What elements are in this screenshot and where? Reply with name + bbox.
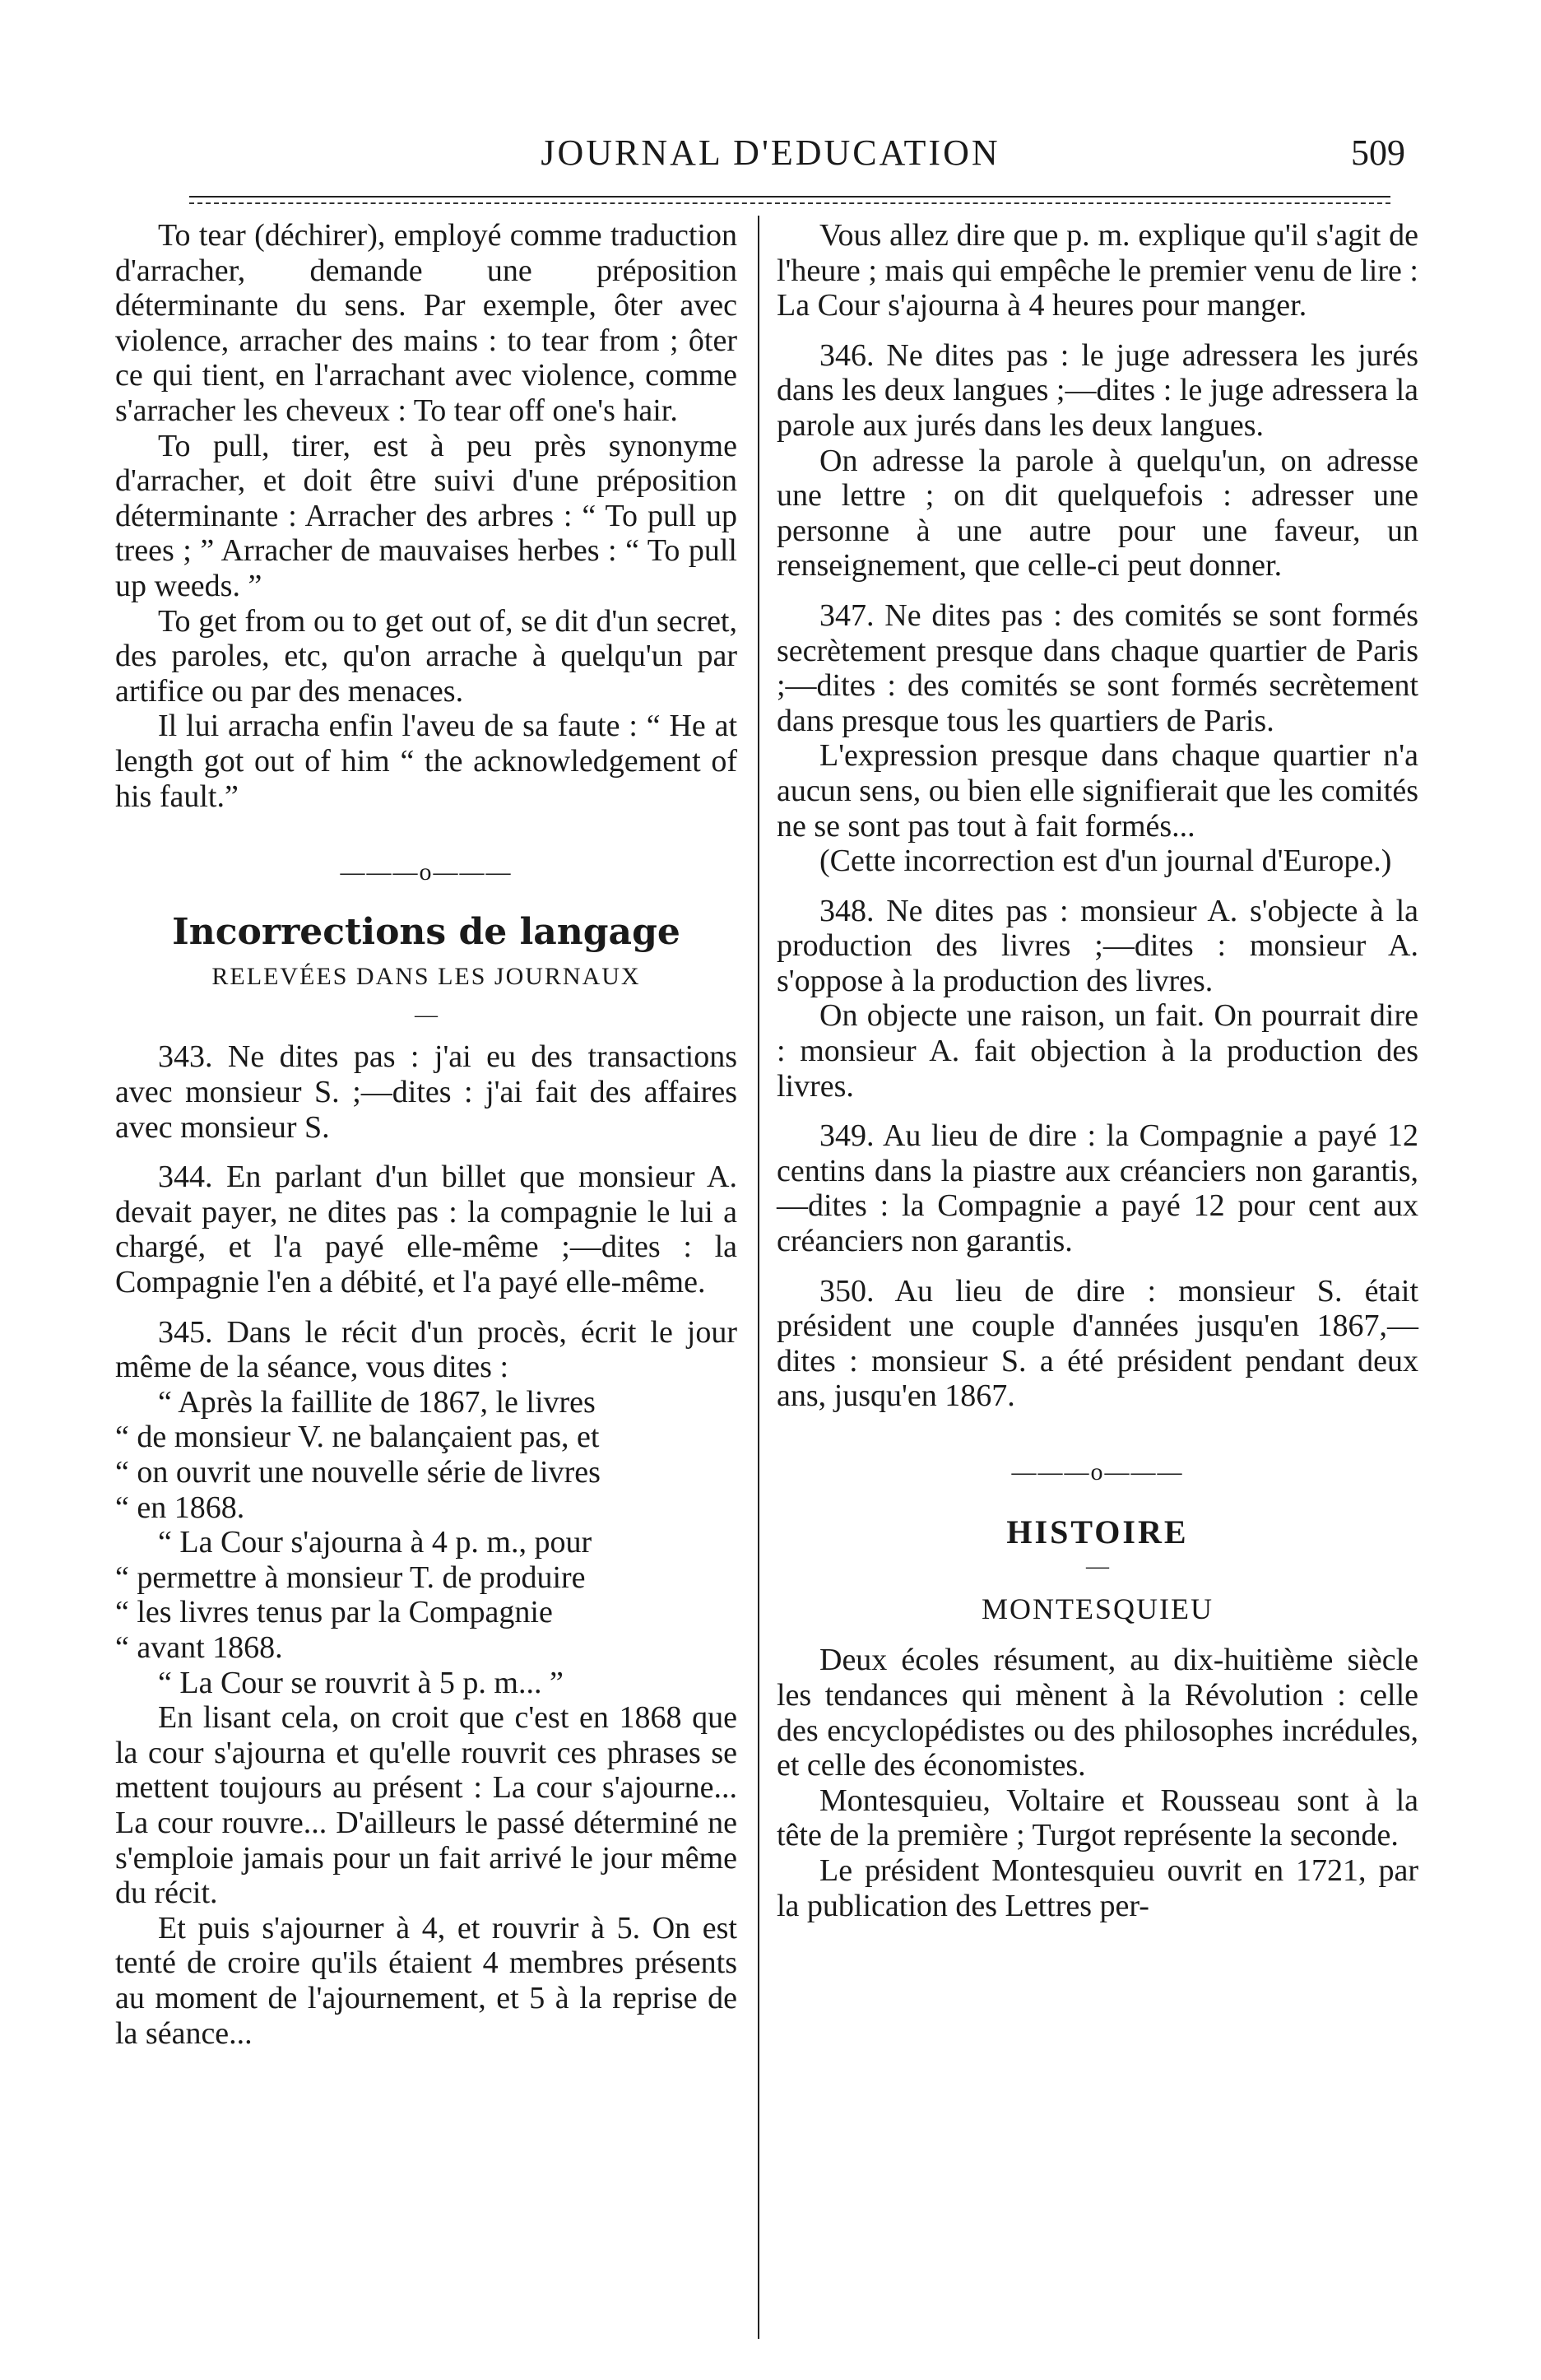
paragraph: Le président Montesquieu ouvrit en 1721, par la publication des Lettres per-	[777, 1852, 1418, 1923]
list-item: 343. Ne dites pas : j'ai eu des transactions avec monsieur S. ;—dites : j'ai fait des affaires avec monsieur S.	[115, 1039, 737, 1145]
list-item: 347. Ne dites pas : des comités se sont formés secrètement presque dans chaque quartier de Paris ;—dites : des comités se sont formés secrètement dans presque tous les quartiers de Paris.	[777, 597, 1418, 738]
paragraph: Deux écoles résument, au dix-huitième siècle les tendances qui mènent à la Révolution : celle des encyclopédistes ou des philosophes incrédules, et celle des économistes.	[777, 1643, 1418, 1783]
paragraph: To get from ou to get out of, se dit d'un secret, des paroles, etc, qu'on arrache à quelqu'un par artifice ou par des menaces.	[115, 603, 737, 709]
section-dash: —	[415, 1002, 438, 1028]
quote-line: “ les livres tenus par la Compagnie	[115, 1595, 553, 1630]
quote-line: “ en 1868.	[115, 1490, 245, 1525]
paragraph: Vous allez dire que p. m. explique qu'il s'agit de l'heure ; mais qui empêche le premier venu de lire : La Cour s'ajourna à 4 heures pour manger.	[777, 218, 1418, 323]
paragraph: On adresse la parole à quelqu'un, on adresse une lettre ; on dit quelquefois : adresser une personne à une autre pour une faveur, un renseignement, que celle-ci peut donner.	[777, 443, 1418, 583]
page-number: 509	[1351, 132, 1405, 173]
paragraph: On objecte une raison, un fait. On pourrait dire : monsieur A. fait objection à la production des livres.	[777, 998, 1418, 1104]
section-subtitle: RELEVÉES DANS LES JOURNAUX	[211, 963, 641, 991]
quote-line: “ La Cour se rouvrit à 5 p. m... ”	[158, 1665, 564, 1700]
paragraph: Il lui arracha enfin l'aveu de sa faute : “ He at length got out of him “ the acknowledgement of his fault.”	[115, 709, 737, 814]
paragraph: To tear (déchirer), employé comme traduction d'arracher, demande une préposition déterminante du sens. Par exemple, ôter avec violence, arracher des mains : to tear from ; ôter ce qui tient, en l'arrachant avec violence, comme s'arracher les cheveux : To tear off one's hair.	[115, 218, 737, 428]
separator: ———o———	[1011, 1458, 1184, 1485]
paragraph: L'expression presque dans chaque quartier n'a aucun sens, ou bien elle signifierait que les comités ne se sont pas tout à fait formés...	[777, 738, 1418, 844]
paragraph: Et puis s'ajourner à 4, et rouvrir à 5. On est tenté de croire qu'ils étaient 4 membres présents au moment de l'ajournement, et 5 à la reprise de la séance...	[115, 1910, 737, 2051]
list-item: 345. Dans le récit d'un procès, écrit le jour même de la séance, vous dites :	[115, 1314, 737, 1385]
history-subtitle: MONTESQUIEU	[982, 1592, 1214, 1625]
left-column	[115, 218, 737, 2051]
separator: ———o———	[340, 858, 513, 886]
history-dash: —	[1086, 1554, 1109, 1580]
section-title: Incorrections de langage	[172, 910, 680, 953]
quote-line: “ Après la faillite de 1867, le livres	[158, 1384, 596, 1420]
list-item: 346. Ne dites pas : le juge adressera les jurés dans les deux langues ;—dites : le juge adressera la parole aux jurés dans les deux langues.	[777, 337, 1418, 443]
right-column	[777, 218, 1418, 1923]
quote-line: “ permettre à monsieur T. de produire	[115, 1560, 586, 1595]
quote-line: “ avant 1868.	[115, 1629, 283, 1665]
history-title: HISTOIRE	[1006, 1513, 1189, 1550]
list-item: 344. En parlant d'un billet que monsieur A. devait payer, ne dites pas : la compagnie le lui a chargé, et l'a payé elle-même ;—dites : la Compagnie l'en a débité, et l'a payé elle-même.	[115, 1160, 737, 1300]
list-item: 350. Au lieu de dire : monsieur S. était président une couple d'années jusqu'en 1867,—dites : monsieur S. a été président pendant deux ans, jusqu'en 1867.	[777, 1273, 1418, 1414]
paragraph: To pull, tirer, est à peu près synonyme d'arracher, et doit être suivi d'une préposition déterminante : Arracher des arbres : “ To pull up trees ; ” Arracher de mauvaises herbes : “ To pull up weeds. ”	[115, 428, 737, 603]
running-title: JOURNAL D'EDUCATION	[541, 132, 1000, 173]
quote-line: “ La Cour s'ajourna à 4 p. m., pour	[158, 1525, 592, 1560]
paragraph: (Cette incorrection est d'un journal d'Europe.)	[819, 844, 1392, 879]
quote-line: “ de monsieur V. ne balançaient pas, et	[115, 1420, 600, 1455]
column-divider	[758, 216, 759, 2339]
list-item: 349. Au lieu de dire : la Compagnie a payé 12 centins dans la piastre aux créanciers non garantis,—dites : la Compagnie a payé 12 pour cent aux créanciers non garantis.	[777, 1118, 1418, 1259]
paragraph: Montesquieu, Voltaire et Rousseau sont à la tête de la première ; Turgot représente la seconde.	[777, 1783, 1418, 1853]
list-item: 348. Ne dites pas : monsieur A. s'objecte à la production des livres ;—dites : monsieur A. s'oppose à la production des livres.	[777, 893, 1418, 998]
page-header	[0, 0, 1541, 173]
quote-line: “ on ouvrit une nouvelle série de livres	[115, 1455, 601, 1490]
paragraph: En lisant cela, on croit que c'est en 1868 que la cour s'ajourna et qu'elle rouvrit ces phrases se mettent toujours au présent : La cour s'ajourne... La cour rouvre... D'ailleurs le passé déterminé ne s'emploie jamais pour un fait arrivé le jour même du récit.	[115, 1700, 737, 1911]
header-rule	[189, 196, 1390, 198]
header-rule-dashed	[189, 202, 1390, 204]
